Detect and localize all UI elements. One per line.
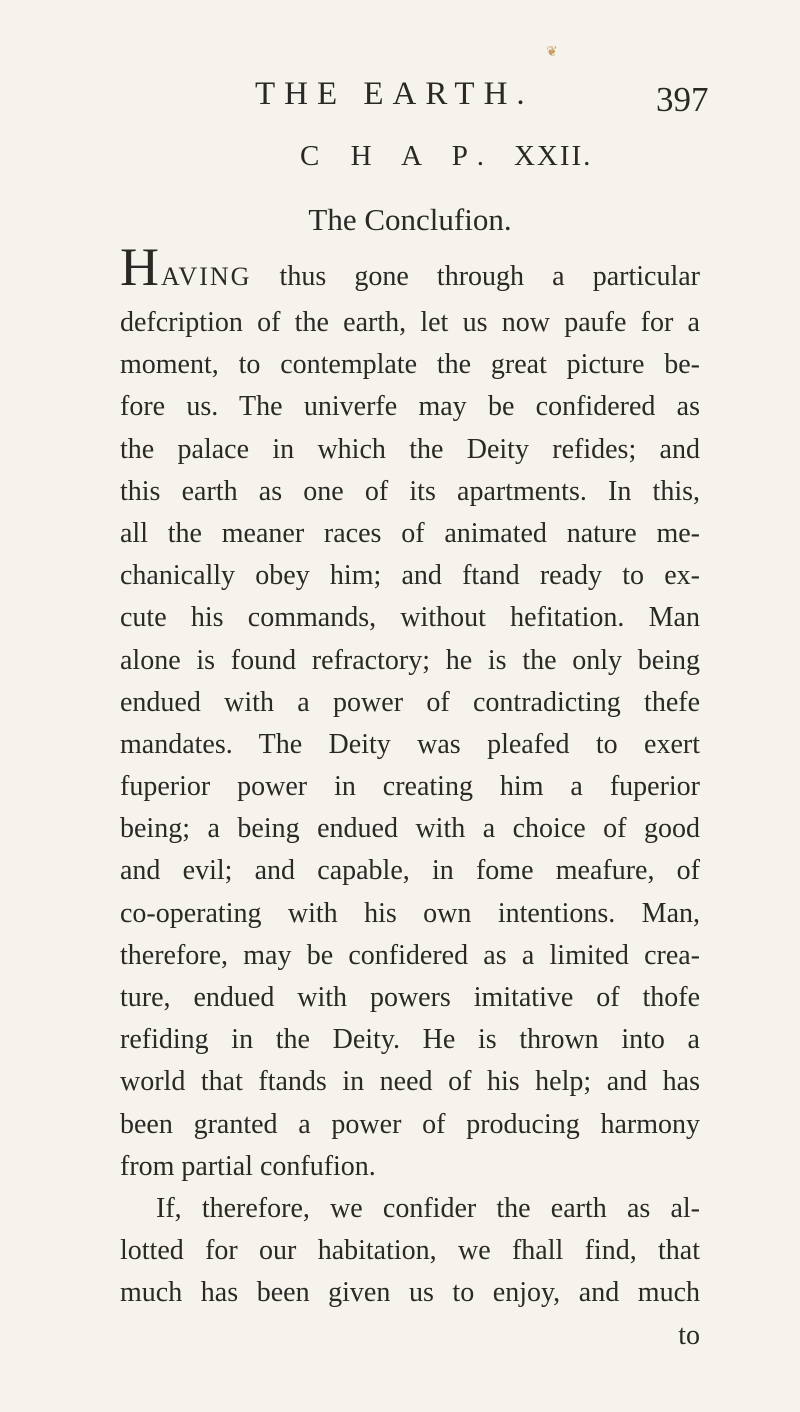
text-line: If, therefore, we confider the earth as al- — [156, 1192, 700, 1224]
text-line: from partial confufion. — [120, 1150, 376, 1182]
text-line: co-operating with his own intentions. Man, — [120, 897, 700, 929]
text-line: world that ftands in need of his help; and has — [120, 1066, 700, 1098]
page-number: 397 — [656, 80, 709, 119]
text-line: therefore, may be confidered as a limited crea- — [120, 939, 700, 971]
chapter-label: C H A P. — [300, 140, 496, 172]
text-line: alone is found refractory; he is the only being — [120, 644, 700, 676]
text-line: fore us. The univerfe may be confidered as — [120, 391, 700, 423]
catchword: to — [678, 1319, 700, 1351]
text-line: moment, to contemplate the great picture be- — [120, 349, 700, 381]
chapter-heading — [300, 142, 592, 171]
text-line: the palace in which the Deity refides; and — [120, 433, 700, 465]
printer-ornament: ❦ — [546, 45, 558, 60]
text-line: this earth as one of its apartments. In this, — [120, 475, 700, 507]
text-line: fuperior power in creating him a fuperior — [120, 771, 700, 803]
text-line: chanically obey him; and ftand ready to ex- — [120, 560, 700, 592]
running-head: THE EARTH. — [255, 76, 534, 112]
chapter-title: The Conclufion. — [308, 202, 512, 237]
text-line: been granted a power of producing harmony — [120, 1108, 700, 1140]
body-text — [120, 232, 700, 1357]
text-line: mandates. The Deity was pleafed to exert — [120, 728, 700, 760]
text-line: and evil; and capable, in fome meafure, of — [120, 855, 700, 887]
text-line: much has been given us to enjoy, and much — [120, 1277, 700, 1309]
text-line: refiding in the Deity. He is thrown into a — [120, 1024, 700, 1056]
text-line: endued with a power of contradicting thefe — [120, 686, 700, 718]
text-line: lotted for our habitation, we fhall find, that — [120, 1235, 700, 1267]
text-line: defcription of the earth, let us now paufe for a — [120, 307, 700, 338]
text-line: ture, endued with powers imitative of thofe — [120, 982, 700, 1013]
opening-word: AVING — [161, 262, 252, 291]
text-line — [120, 232, 700, 302]
chapter-number: XXII. — [513, 140, 593, 172]
text-line: cute his commands, without hefitation. Man — [120, 602, 700, 634]
first-line-text: thus gone through a particular — [251, 261, 700, 292]
text-line: all the meaner races of animated nature me- — [120, 517, 700, 549]
text-line: being; a being endued with a choice of good — [120, 813, 700, 845]
drop-cap: H — [120, 237, 159, 297]
